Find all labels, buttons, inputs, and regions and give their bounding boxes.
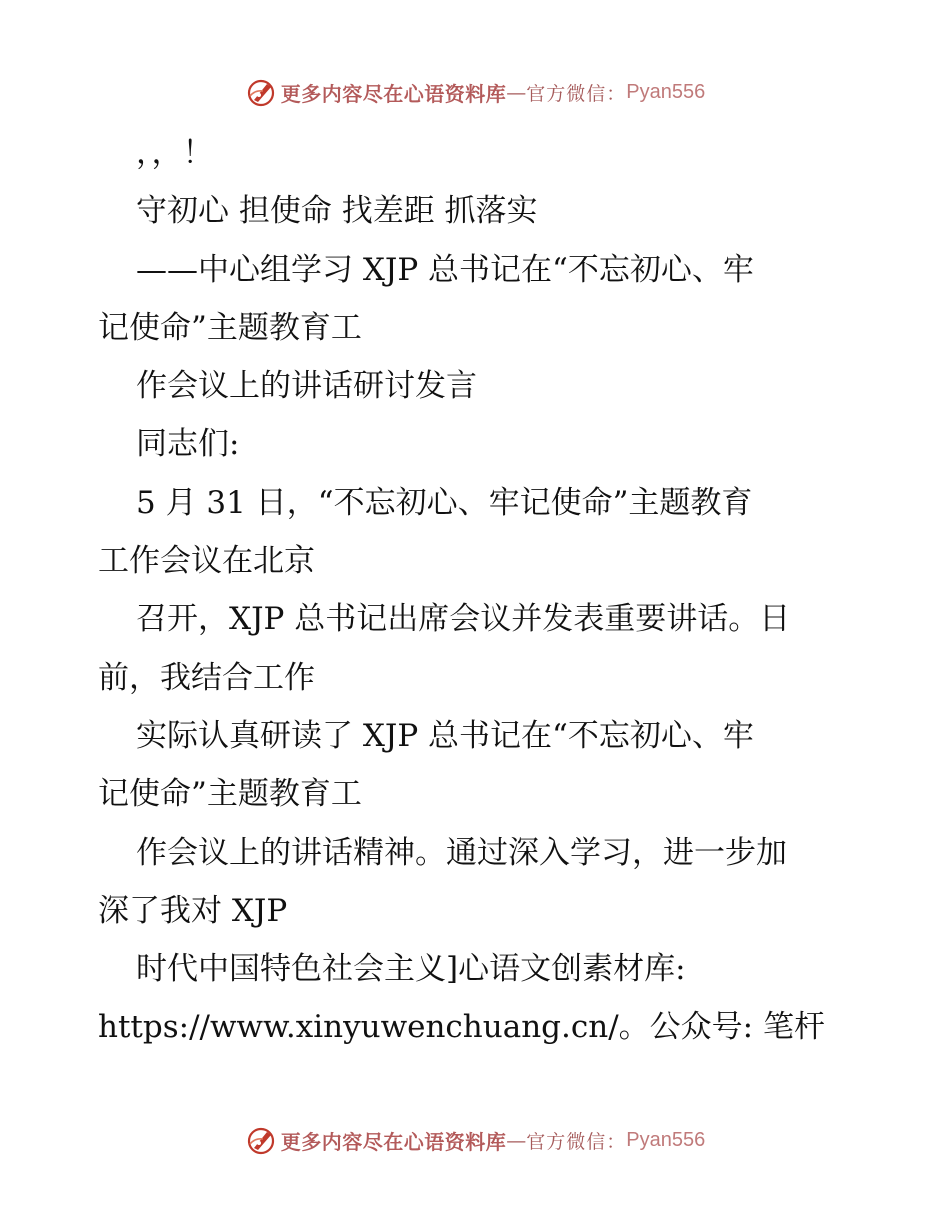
watermark-text: 更多内容尽在心语资料库 (280, 81, 507, 106)
body-line: 时代中国特色社会主义]心语文创素材库: (136, 951, 686, 988)
body-line: 5 月 31 日，“不忘初心、牢记使命”主题教育 (136, 484, 753, 521)
body-line: 深了我对 XJP (98, 892, 288, 929)
body-line: 实际认真研读了 XJP 总书记在“不忘初心、牢 (136, 717, 754, 754)
body-line: 召开，XJP 总书记出席会议并发表重要讲话。日 (136, 601, 791, 638)
body-line-url: https://www.xinyuwenchuang.cn/。公众号: 笔杆 (98, 1009, 825, 1046)
body-line: 工作会议在北京 (98, 543, 315, 580)
salutation: 同志们: (136, 426, 240, 463)
body-line: 作会议上的讲话精神。通过深入学习，进一步加 (136, 834, 787, 871)
body-line: 记使命”主题教育工 (98, 776, 362, 813)
document-subtitle-line: 记使命”主题教育工 (98, 309, 362, 346)
watermark-header (0, 72, 950, 112)
body-line: 前，我结合工作 (98, 659, 315, 696)
watermark-dash: — (506, 80, 527, 104)
watermark-wechat-id: Pyan556 (626, 80, 706, 103)
watermark-text: 更多内容尽在心语资料库 (280, 1129, 507, 1154)
pen-nib-circle-icon (245, 76, 277, 108)
watermark-wechat-label: 官方微信： (526, 1130, 627, 1153)
document-subtitle-line: ——中心组学习 XJP 总书记在“不忘初心、牢 (136, 251, 754, 288)
watermark-footer (0, 1120, 950, 1160)
watermark-wechat-label: 官方微信： (526, 82, 627, 105)
document-subtitle-line: 作会议上的讲话研讨发言 (136, 368, 477, 405)
watermark-dash: — (506, 1128, 527, 1152)
document-title: 守初心 担使命 找差距 抓落实 (136, 193, 538, 230)
watermark-wechat-id: Pyan556 (626, 1128, 706, 1151)
pen-nib-circle-icon (245, 1124, 277, 1156)
body-line: ，，！ (136, 135, 214, 171)
document-body (98, 124, 858, 1057)
